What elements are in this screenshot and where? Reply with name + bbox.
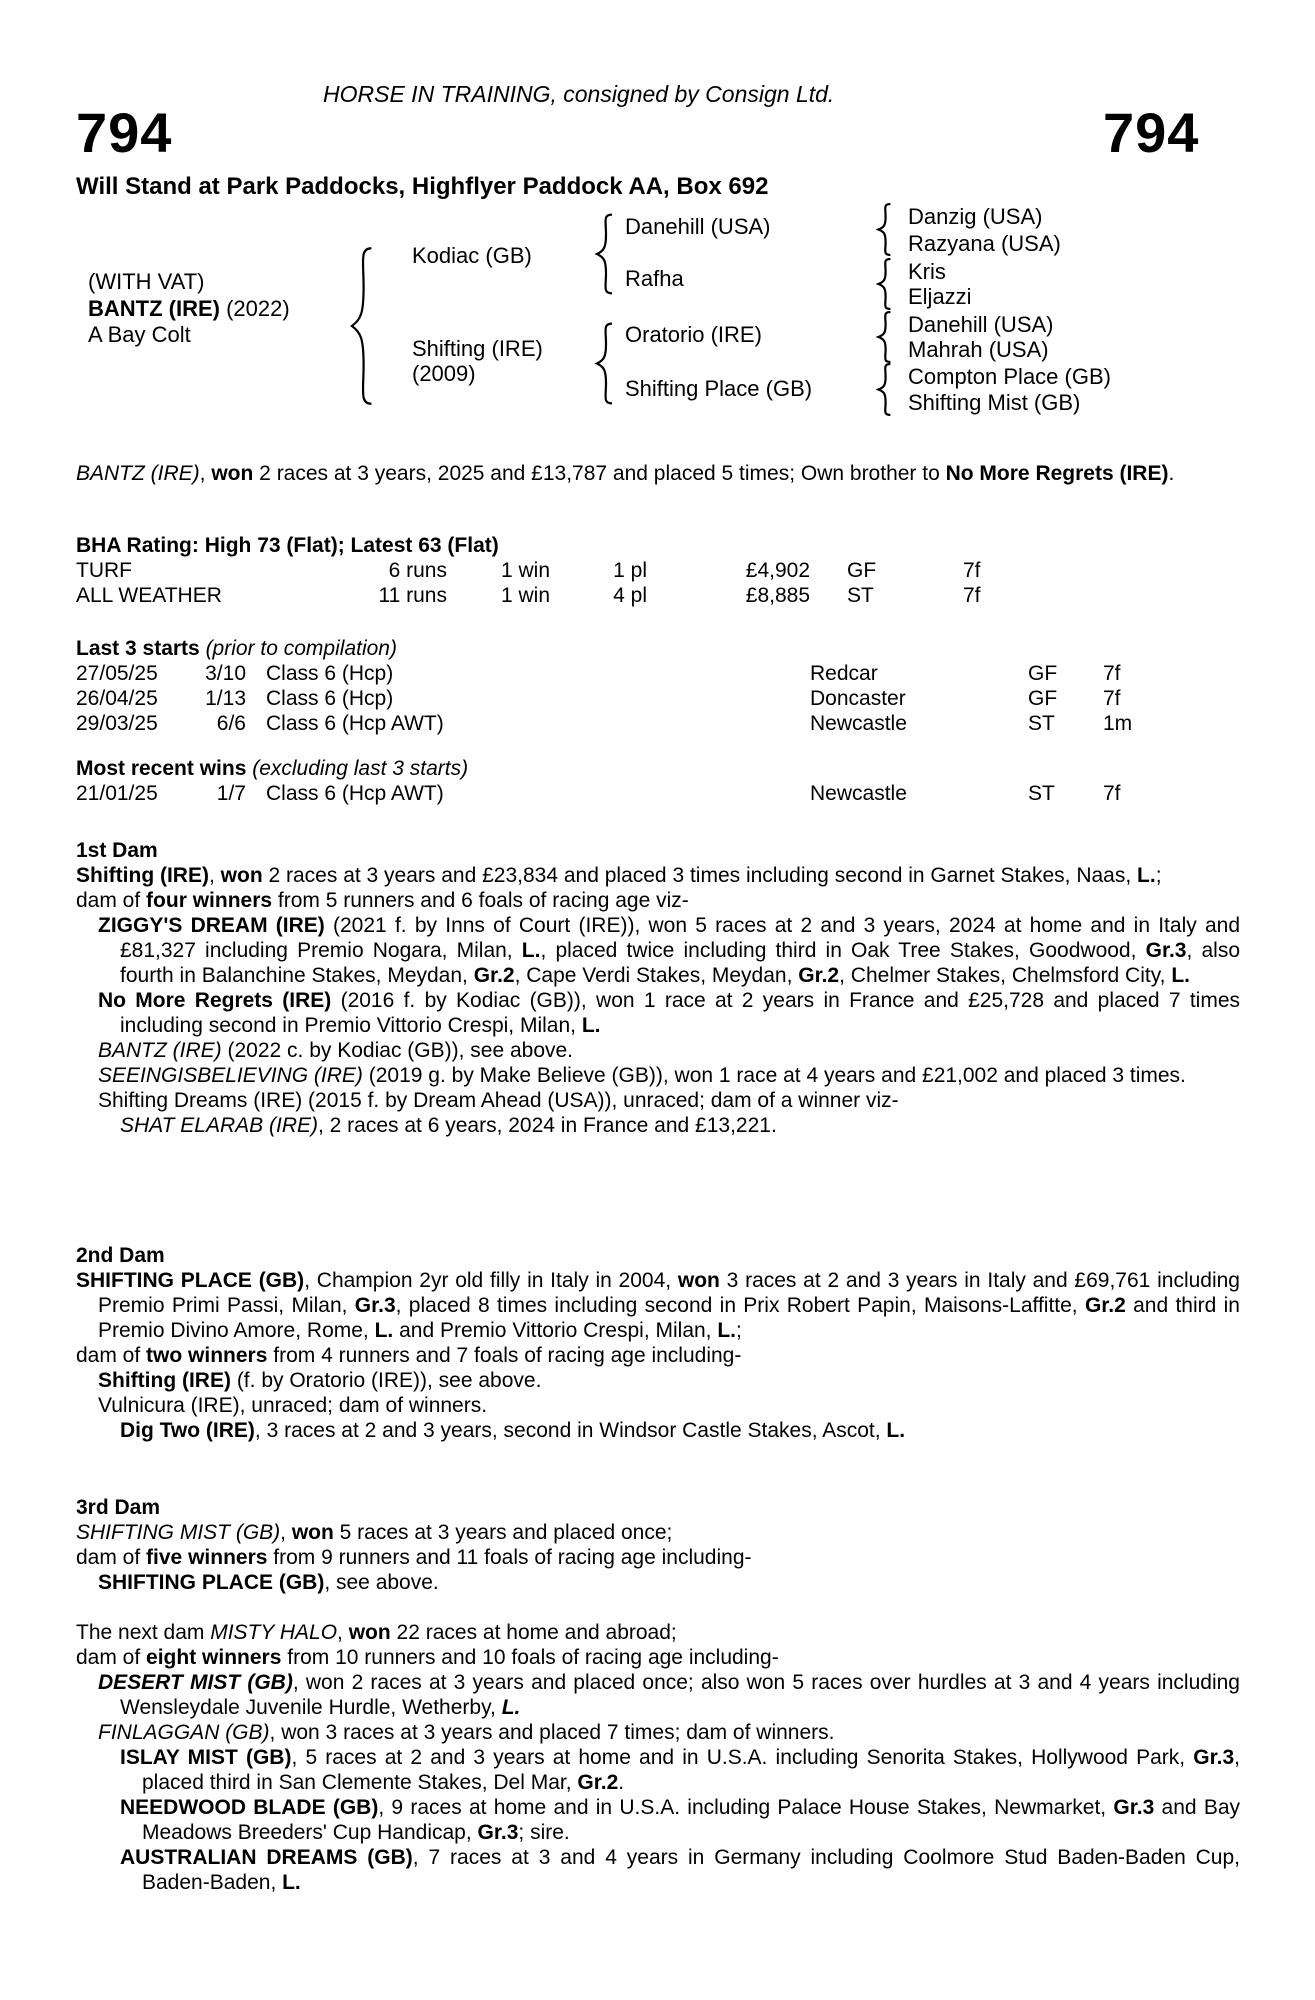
pedigree-gen3-6: Compton Place (GB) <box>908 364 1111 389</box>
venue-cell: Newcastle <box>810 712 907 735</box>
dam-paragraph <box>76 863 1240 888</box>
offspring-paragraph <box>76 1670 1240 1720</box>
pedigree-gen3-5: Mahrah (USA) <box>908 337 1049 362</box>
lot-number-left: 794 <box>76 101 173 164</box>
text-run: L. <box>581 1014 601 1037</box>
second-dam-heading: 2nd Dam <box>76 1244 165 1267</box>
race-summary-section <box>76 461 1240 486</box>
pedigree-dam-line1: Shifting (IRE) <box>412 336 543 361</box>
offspring-paragraph <box>76 1063 1240 1088</box>
table-row <box>76 583 1240 608</box>
text-run: Gr.2 <box>798 964 840 987</box>
text-run: , <box>208 864 221 887</box>
offspring-paragraph <box>76 1113 1240 1138</box>
wins-cell: 1 win <box>500 559 550 582</box>
text-run: (f. by Oratorio (IRE)), see above. <box>230 1369 542 1392</box>
pedigree-gp-brace-1 <box>876 203 892 256</box>
going-cell: ST <box>847 584 874 607</box>
table-row <box>76 711 1240 736</box>
text-run: SHAT ELARAB (IRE) <box>120 1114 318 1137</box>
text-run: SEEINGISBELIEVING (IRE) <box>98 1064 363 1087</box>
text-run: 3 races at 2 and 3 years in Italy and £69,761 including Premio Primi Passi, Milan, <box>98 1269 1240 1317</box>
text-run: ISLAY MIST (GB) <box>120 1746 292 1769</box>
text-run: won <box>220 864 263 887</box>
text-run: , Cape Verdi Stakes, Meydan, <box>514 964 799 987</box>
table-row <box>76 661 1240 686</box>
dam-paragraph <box>76 1645 1240 1670</box>
text-run: BANTZ (IRE) <box>76 462 200 485</box>
text-run: , Chelmer Stakes, Chelmsford City, <box>839 964 1172 987</box>
page-header-title: HORSE IN TRAINING, consigned by Consign Ltd. <box>323 81 835 107</box>
text-run: SHIFTING PLACE (GB) <box>76 1269 305 1292</box>
next-dam-section <box>76 1620 1240 1895</box>
text-run: dam of <box>76 1646 147 1669</box>
third-dam-section <box>76 1495 1240 1595</box>
pedigree-gp-brace-4 <box>876 363 892 416</box>
offspring-paragraph <box>76 1570 1240 1595</box>
offspring-paragraph <box>76 913 1240 988</box>
dam-paragraph <box>76 1268 1240 1343</box>
text-run: . <box>1168 462 1175 485</box>
text-run: from 4 runners and 7 foals of racing age including- <box>267 1344 742 1367</box>
text-run: five winners <box>146 1546 268 1569</box>
text-run: SHIFTING MIST (GB) <box>76 1521 281 1544</box>
text-run: NEEDWOOD BLADE (GB) <box>120 1796 379 1819</box>
text-run: Dig Two (IRE) <box>120 1419 255 1442</box>
text-run: 2 races at 3 years, 2025 and £13,787 and placed 5 times; Own brother to <box>253 462 946 485</box>
surface-cell: TURF <box>76 559 132 582</box>
position-cell: 6/6 <box>216 712 246 735</box>
text-run: (2016 f. by Kodiac (GB)), won 1 race at 2 years in France and £25,728 and placed 7 times including second in Premio Vittorio Crespi, Milan, <box>120 989 1241 1037</box>
vat-note: (WITH VAT) <box>88 269 205 294</box>
position-cell: 1/7 <box>216 782 246 805</box>
subject-description: A Bay Colt <box>88 322 191 347</box>
table-row <box>76 558 1240 583</box>
going-cell: ST <box>1028 712 1055 735</box>
going-cell: GF <box>1028 687 1058 710</box>
pedigree-gen2-2: Oratorio (IRE) <box>625 322 762 347</box>
text-run: and third in Premio Divino Amore, Rome, <box>98 1294 1240 1342</box>
text-run: two winners <box>146 1344 268 1367</box>
bha-rating-section <box>76 533 1240 608</box>
heading-note: (prior to compilation) <box>199 637 397 660</box>
text-run: 22 races at home and abroad; <box>390 1621 677 1644</box>
offspring-paragraph <box>76 1038 1240 1063</box>
dam-paragraph <box>76 1520 1240 1545</box>
pedigree-tree <box>0 200 1315 440</box>
offspring-paragraph <box>76 1720 1240 1745</box>
venue-cell: Redcar <box>810 662 878 685</box>
offspring-paragraph <box>76 1418 1240 1443</box>
text-run: ; <box>1155 864 1162 887</box>
pedigree-sire-brace <box>594 213 614 295</box>
date-cell: 26/04/25 <box>76 687 158 710</box>
text-run: ZIGGY'S DREAM (IRE) <box>98 914 325 937</box>
offspring-paragraph <box>76 1745 1240 1795</box>
runs-cell: 11 runs <box>378 584 447 607</box>
text-run: , won 3 races at 3 years and placed 7 times; dam of winners. <box>269 1721 835 1744</box>
lot-number-right: 794 <box>1103 101 1200 164</box>
text-run: , won 2 races at 3 years and placed once; also won 5 races over hurdles at 3 and 4 years including Wensleydale Juvenile Hurdle, Wetherby, <box>120 1671 1240 1719</box>
text-run: , placed third in San Clemente Stakes, Del Mar, <box>142 1746 1240 1794</box>
text-run: Gr.3 <box>1113 1796 1155 1819</box>
pedigree-gp-brace-2 <box>876 258 892 310</box>
pedigree-gen3-1: Razyana (USA) <box>908 231 1061 256</box>
offspring-paragraph <box>76 988 1240 1038</box>
text-run: , <box>199 462 212 485</box>
text-run: L. <box>717 1319 737 1342</box>
pedigree-dam-line2: (2009) <box>412 361 476 386</box>
text-run: Shifting (IRE) <box>98 1369 231 1392</box>
text-run: Shifting Dreams (IRE) (2015 f. by Dream Ahead (USA)), unraced; dam of a winner viz- <box>98 1089 899 1112</box>
text-run: , 9 races at home and in U.S.A. including Palace House Stakes, Newmarket, <box>378 1796 1114 1819</box>
text-run: won <box>211 462 254 485</box>
text-run: The next dam <box>76 1621 211 1644</box>
text-run: 2 races at 3 years and £23,834 and placed 3 times including second in Garnet Stakes, Naas, <box>262 864 1138 887</box>
runs-cell: 6 runs <box>388 559 447 582</box>
text-run: and Premio Vittorio Crespi, Milan, <box>393 1319 718 1342</box>
recent-wins-heading <box>76 756 1240 781</box>
heading-bold: Most recent wins <box>76 757 247 780</box>
distance-cell: 7f <box>963 584 981 607</box>
text-run: dam of <box>76 1344 147 1367</box>
places-cell: 4 pl <box>613 584 647 607</box>
table-row <box>76 686 1240 711</box>
pedigree-gen2-0: Danehill (USA) <box>625 214 771 239</box>
text-run: No More Regrets (IRE) <box>945 462 1169 485</box>
text-run: Gr.3 <box>477 1821 519 1844</box>
text-run: BANTZ (IRE) <box>98 1039 222 1062</box>
second-dam-section <box>76 1243 1240 1443</box>
text-run: L. <box>282 1871 301 1894</box>
text-run: , 5 races at 2 and 3 years at home and in U.S.A. including Senorita Stakes, Hollywood Park, <box>291 1746 1194 1769</box>
pedigree-gen3-0: Danzig (USA) <box>908 204 1043 229</box>
text-run: from 10 runners and 10 foals of racing age including- <box>281 1646 779 1669</box>
venue-cell: Doncaster <box>810 687 906 710</box>
race-summary-paragraph <box>76 461 1240 486</box>
date-cell: 29/03/25 <box>76 712 158 735</box>
pedigree-gen2-1: Rafha <box>625 266 684 291</box>
text-run: ; sire. <box>518 1821 570 1844</box>
text-run: won <box>677 1269 720 1292</box>
text-run: Gr.3 <box>354 1294 396 1317</box>
text-run: (2022 c. by Kodiac (GB)), see above. <box>221 1039 574 1062</box>
position-cell: 3/10 <box>205 662 246 685</box>
text-run: L. <box>521 939 541 962</box>
distance-cell: 7f <box>963 559 981 582</box>
text-run: L. <box>886 1419 906 1442</box>
text-run: Gr.2 <box>473 964 515 987</box>
text-run: four winners <box>146 889 273 912</box>
text-run: ; <box>736 1319 742 1342</box>
third-dam-heading: 3rd Dam <box>76 1496 161 1519</box>
offspring-paragraph <box>76 1795 1240 1845</box>
text-run: L. <box>374 1319 394 1342</box>
distance-cell: 7f <box>1103 687 1121 710</box>
text-run: from 9 runners and 11 foals of racing age including- <box>267 1546 752 1569</box>
offspring-paragraph <box>76 1393 1240 1418</box>
distance-cell: 7f <box>1103 662 1121 685</box>
last-starts-heading <box>76 636 1240 661</box>
text-run: from 5 runners and 6 foals of racing age viz- <box>272 889 689 912</box>
heading-note: (excluding last 3 starts) <box>246 757 469 780</box>
surface-cell: ALL WEATHER <box>76 584 222 607</box>
date-cell: 21/01/25 <box>76 782 158 805</box>
text-run: , <box>280 1521 292 1544</box>
text-run: and Bay Meadows Breeders' Cup Handicap, <box>142 1796 1241 1844</box>
dam-paragraph <box>76 1620 1240 1645</box>
text-run: 5 races at 3 years and placed once; <box>333 1521 673 1544</box>
text-run: FINLAGGAN (GB) <box>98 1721 270 1744</box>
pedigree-gp-brace-3 <box>876 311 892 363</box>
first-dam-section <box>76 838 1240 1138</box>
earnings-cell: £8,885 <box>745 584 810 607</box>
text-run: dam of <box>76 889 147 912</box>
text-run: won <box>348 1621 391 1644</box>
text-run: , also fourth in Balanchine Stakes, Meydan, <box>120 939 1240 987</box>
text-run: , see above. <box>324 1571 439 1594</box>
date-cell: 27/05/25 <box>76 662 158 685</box>
text-run: , 3 races at 2 and 3 years, second in Windsor Castle Stakes, Ascot, <box>254 1419 887 1442</box>
heading-bold: Last 3 starts <box>76 637 200 660</box>
text-run: No More Regrets (IRE) <box>98 989 332 1012</box>
last-starts-section <box>76 636 1240 736</box>
venue-cell: Newcastle <box>810 782 907 805</box>
pedigree-gen3-2: Kris <box>908 259 946 284</box>
places-cell: 1 pl <box>613 559 647 582</box>
pedigree-gen3-7: Shifting Mist (GB) <box>908 390 1081 415</box>
text-run: (2019 g. by Make Believe (GB)), won 1 race at 4 years and £21,002 and placed 3 times. <box>362 1064 1186 1087</box>
bha-rating-heading: BHA Rating: High 73 (Flat); Latest 63 (Flat) <box>76 534 499 557</box>
dam-paragraph <box>76 888 1240 913</box>
offspring-paragraph <box>76 1368 1240 1393</box>
text-run: Gr.3 <box>1193 1746 1235 1769</box>
dam-paragraph <box>76 1343 1240 1368</box>
offspring-paragraph <box>76 1088 1240 1113</box>
text-run: L. <box>1171 964 1191 987</box>
text-run: , 7 races at 3 and 4 years in Germany including Coolmore Stud Baden-Baden Cup, Baden-Baden, <box>142 1846 1240 1894</box>
earnings-cell: £4,902 <box>745 559 810 582</box>
text-run: L. <box>501 1696 521 1719</box>
text-run: dam of <box>76 1546 147 1569</box>
dam-paragraph <box>76 1545 1240 1570</box>
going-cell: GF <box>1028 662 1058 685</box>
text-run: . <box>618 1771 625 1794</box>
text-run: , 2 races at 6 years, 2024 in France and £13,221. <box>317 1114 777 1137</box>
distance-cell: 1m <box>1103 712 1133 735</box>
text-run: SHIFTING PLACE (GB) <box>98 1571 325 1594</box>
going-cell: GF <box>847 559 877 582</box>
text-run: Vulnicura (IRE), unraced; dam of winners. <box>98 1394 488 1417</box>
text-run: , placed twice including third in Oak Tree Stakes, Goodwood, <box>540 939 1146 962</box>
text-run: (2021 f. by Inns of Court (IRE)), won 5 races at 2 and 3 years, 2024 at home and in Italy and £81,327 including Premio Nogara, Milan, <box>120 914 1241 962</box>
race-class-cell: Class 6 (Hcp) <box>266 662 394 685</box>
distance-cell: 7f <box>1103 782 1121 805</box>
text-run: Gr.2 <box>1084 1294 1126 1317</box>
table-row <box>76 781 1240 806</box>
race-class-cell: Class 6 (Hcp) <box>266 687 394 710</box>
text-run: eight winners <box>146 1646 282 1669</box>
subject-year: (2022) <box>219 296 290 321</box>
wins-cell: 1 win <box>500 584 550 607</box>
text-run: , <box>337 1621 349 1644</box>
first-dam-heading: 1st Dam <box>76 839 158 862</box>
pedigree-gen3-4: Danehill (USA) <box>908 312 1054 337</box>
text-run: Gr.2 <box>577 1771 619 1794</box>
subject-horse-name <box>88 297 290 320</box>
subject-name-bold: BANTZ (IRE) <box>88 296 220 321</box>
position-cell: 1/13 <box>205 687 246 710</box>
text-run: won <box>291 1521 334 1544</box>
going-cell: ST <box>1028 782 1055 805</box>
pedigree-gen3-3: Eljazzi <box>908 284 972 309</box>
recent-wins-section <box>76 756 1240 806</box>
pedigree-sire: Kodiac (GB) <box>412 243 532 268</box>
pedigree-gen2-3: Shifting Place (GB) <box>625 376 813 401</box>
text-run: DESERT MIST (GB) <box>98 1671 293 1694</box>
offspring-paragraph <box>76 1845 1240 1895</box>
text-run: , placed 8 times including second in Prix Robert Papin, Maisons-Laffitte, <box>395 1294 1085 1317</box>
stand-location-line: Will Stand at Park Paddocks, Highflyer Paddock AA, Box 692 <box>76 173 769 200</box>
text-run: , Champion 2yr old filly in Italy in 2004, <box>304 1269 678 1292</box>
race-class-cell: Class 6 (Hcp AWT) <box>266 712 444 735</box>
text-run: Shifting (IRE) <box>76 864 209 887</box>
text-run: MISTY HALO <box>210 1621 338 1644</box>
pedigree-dam-brace <box>594 322 614 405</box>
text-run: Gr.3 <box>1145 939 1187 962</box>
race-class-cell: Class 6 (Hcp AWT) <box>266 782 444 805</box>
text-run: AUSTRALIAN DREAMS (GB) <box>120 1846 413 1869</box>
text-run: L. <box>1137 864 1156 887</box>
pedigree-main-brace <box>348 245 374 407</box>
